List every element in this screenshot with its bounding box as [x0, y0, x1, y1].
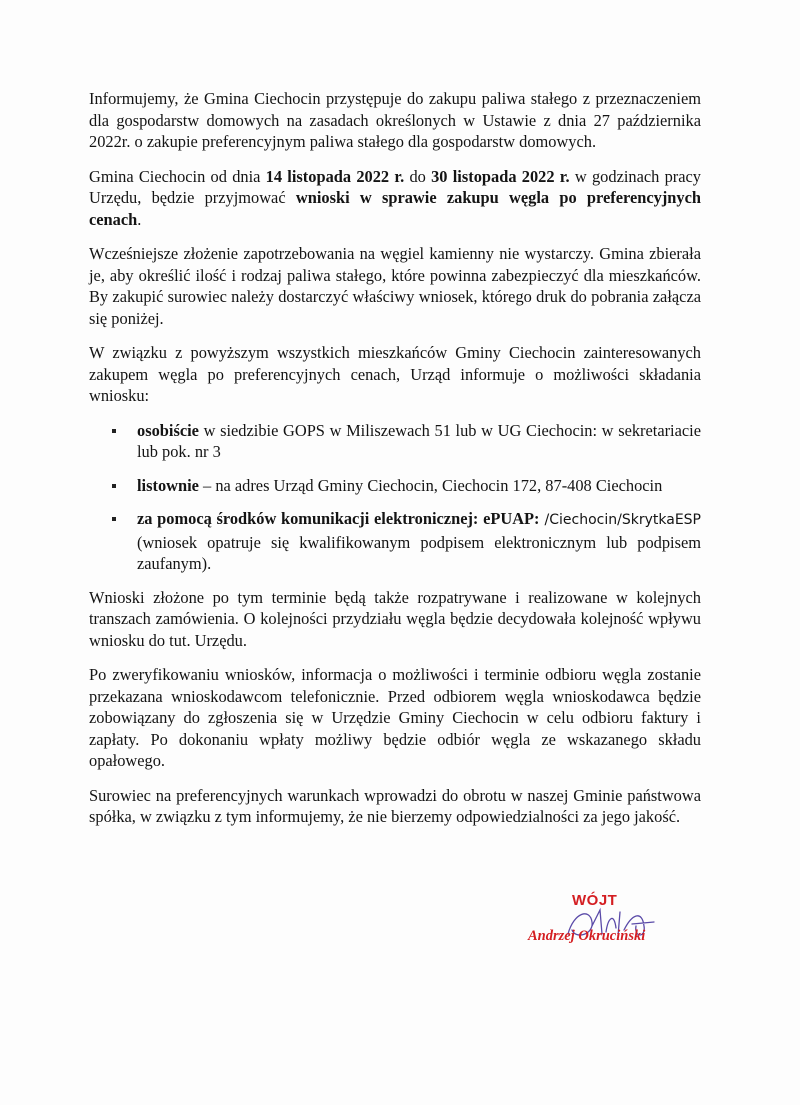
bullet-icon: [112, 429, 116, 433]
paragraph-late-applications: Wnioski złożone po tym terminie będą także rozpatrywane i realizowane w kolejnych transzach zamówienia. O kolejności przydziału węgla będzie decydowała kolejność wpływu wniosku do tut. Urzędu.: [89, 587, 701, 650]
method-label: za pomocą środków komunikacji elektronicznej: ePUAP:: [137, 509, 540, 528]
list-item: [137, 508, 701, 575]
paragraph-disclaimer: Surowiec na preferencyjnych warunkach wprowadzi do obrotu w naszej Gminie państwowa spółka, w związku z tym informujemy, że nie bierzemy odpowiedzialności za jego jakość.: [89, 785, 701, 826]
method-text: w siedzibie GOPS w Miliszewach 51 lub w UG Ciechocin: w sekretariacie lub pok. nr 3: [137, 420, 701, 461]
dates-text-1: Gmina Ciechocin od dnia: [89, 166, 266, 186]
paragraph-intro: Informujemy, że Gmina Ciechocin przystępuje do zakupu paliwa stałego z przeznaczeniem dla gospodarstw domowych na zasadach określonych w Ustawie z dnia 27 października 2022r. o zakupie preferencyjnym paliwa stałego dla gospodarstw domowych.: [89, 89, 701, 151]
method-text: (wniosek opatruje się kwalifikowanym podpisem elektronicznym lub podpisem zaufanym).: [137, 532, 701, 573]
bullet-icon: [112, 484, 116, 488]
signature-title: WÓJT: [572, 892, 618, 909]
method-label: osobiście: [137, 420, 199, 440]
submission-methods-list: [89, 420, 701, 575]
dates-text-2: do: [404, 166, 432, 186]
method-text: – na adres Urząd Gminy Ciechocin, Ciechocin 172, 87-408 Ciechocin: [198, 475, 663, 495]
application-subject: wnioski w sprawie zakupu węgla po preferencyjnych cenach: [89, 188, 701, 229]
document-body: [89, 88, 701, 841]
paragraph-dates: [89, 166, 701, 231]
bullet-icon: [112, 517, 116, 521]
end-date: 30 listopada 2022 r.: [431, 166, 570, 186]
list-item: [137, 420, 701, 463]
signature-block: [528, 888, 698, 958]
paragraph-requirement: Wcześniejsze złożenie zapotrzebowania na węgiel kamienny nie wystarczy. Gmina zbierała je, aby określić ilość i rodzaj paliwa stałego, które powinna zabezpieczyć dla mieszkańców. By zakupić surowiec należy dostarczyć właściwy wniosek, którego druk do pobrania załącza się poniżej.: [89, 244, 701, 328]
signature-name: Andrzej Okruciński: [528, 928, 646, 944]
method-label: listownie: [137, 475, 199, 495]
list-item: [137, 475, 701, 497]
paragraph-verification: Po zweryfikowaniu wniosków, informacja o możliwości i terminie odbioru węgla zostanie przekazana wnioskodawcom telefonicznie. Przed odbiorem węgla wnioskodawca będzie zobowiązany do zgłoszenia się w Urzędzie Gminy Ciechocin w celu odbioru faktury i zapłaty. Po dokonaniu wpłaty możliwy będzie odbiór węgla ze wskazanego składu opałowego.: [89, 665, 701, 770]
start-date: 14 listopada 2022 r.: [265, 166, 405, 186]
epuap-address: /Ciechocin/SkrytkaESP: [539, 512, 702, 528]
paragraph-submission-intro: W związku z powyższym wszystkich mieszkańców Gminy Ciechocin zainteresowanych zakupem węgla po preferencyjnych cenach, Urząd informuje o możliwości składania wniosku:: [89, 343, 701, 405]
dates-text-4: .: [137, 209, 142, 229]
dates-text-3: w godzinach pracy Urzędu, będzie przyjmować: [89, 166, 701, 207]
